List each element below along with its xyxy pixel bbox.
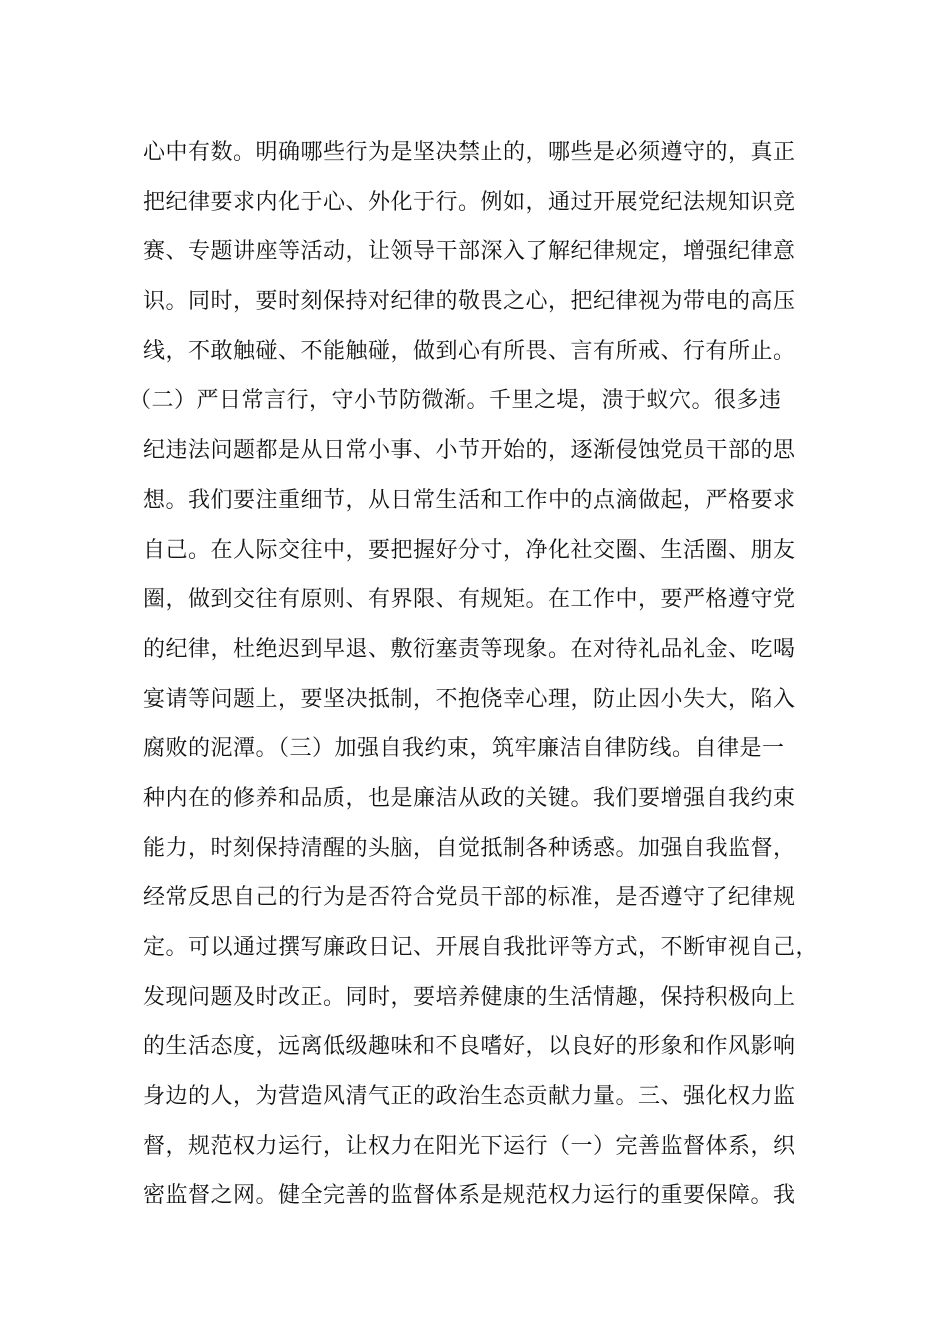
text-line: 纪违法问题都是从日常小事、小节开始的，逐渐侵蚀党员干部的思 — [143, 438, 796, 464]
text-line: 圈，做到交往有原则、有界限、有规矩。在工作中，要严格遵守党 — [143, 587, 796, 613]
text-line: 自己。在人际交往中，要把握好分寸，净化社交圈、生活圈、朋友 — [143, 537, 796, 563]
text-line: 把纪律要求内化于心、外化于行。例如，通过开展党纪法规知识竞 — [143, 189, 796, 215]
text-line: 经常反思自己的行为是否符合党员干部的标准，是否遵守了纪律规 — [143, 885, 796, 911]
body-text — [129, 128, 843, 1221]
text-line: 督，规范权力运行，让权力在阳光下运行（一）完善监督体系，织 — [143, 1133, 796, 1159]
text-line: 身边的人，为营造风清气正的政治生态贡献力量。三、强化权力监 — [143, 1084, 796, 1110]
text-line: 种内在的修养和品质，也是廉洁从政的关键。我们要增强自我约束 — [143, 785, 796, 811]
text-line: 的纪律，杜绝迟到早退、敷衍塞责等现象。在对待礼品礼金、吃喝 — [143, 636, 796, 662]
text-line: 宴请等问题上，要坚决抵制，不抱侥幸心理，防止因小失大，陷入 — [143, 686, 796, 712]
text-line: 想。我们要注重细节，从日常生活和工作中的点滴做起，严格要求 — [143, 487, 796, 513]
text-line: 识。同时，要时刻保持对纪律的敬畏之心，把纪律视为带电的高压 — [143, 289, 796, 315]
text-line: 能力，时刻保持清醒的头脑，自觉抵制各种诱惑。加强自我监督， — [143, 835, 796, 861]
text-line: 的生活态度，远离低级趣味和不良嗜好，以良好的形象和作风影响 — [143, 1034, 796, 1060]
text-line: 线，不敢触碰、不能触碰，做到心有所畏、言有所戒、行有所止。 — [143, 338, 796, 364]
text-line: 腐败的泥潭。（三）加强自我约束，筑牢廉洁自律防线。自律是一 — [143, 736, 785, 762]
text-line: （二）严日常言行，守小节防微渐。千里之堤，溃于蚁穴。很多违 — [129, 388, 782, 414]
text-line: 定。可以通过撰写廉政日记、开展自我批评等方式，不断审视自己， — [143, 935, 819, 960]
text-line: 密监督之网。健全完善的监督体系是规范权力运行的重要保障。我 — [143, 1183, 796, 1209]
text-line: 心中有数。明确哪些行为是坚决禁止的，哪些是必须遵守的，真正 — [143, 140, 796, 165]
text-line: 赛、专题讲座等活动，让领导干部深入了解纪律规定，增强纪律意 — [143, 239, 796, 265]
text-line: 发现问题及时改正。同时，要培养健康的生活情趣，保持积极向上 — [143, 984, 796, 1010]
